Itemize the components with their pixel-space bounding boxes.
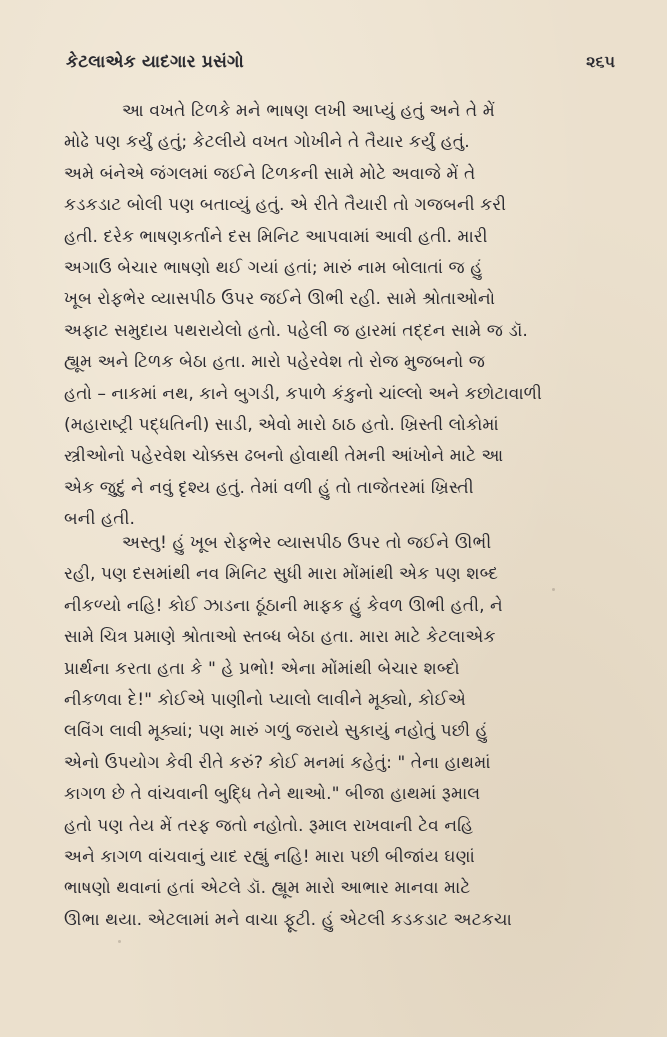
running-header — [66, 52, 615, 80]
text-line: પ્રાર્થના કરતા હતા કે " હે પ્રભો! એના મોંમાંથી બેચાર શબ્દો — [64, 658, 460, 679]
text-line: રહી, પણ દસમાંથી નવ મિનિટ સુધી મારા મોંમાંથી એક પણ શબ્દ — [64, 564, 499, 585]
text-line: અને કાગળ વાંચવાનું યાદ રહ્યું નહિ! મારા પછી બીજાંય ઘણાં — [64, 847, 475, 868]
paper-speck — [118, 940, 121, 943]
page-number: ૨૬૫ — [586, 52, 615, 71]
text-line: આ વખતે ટિળકે મને ભાષણ લખી આપ્યું હતું અને તે મેં — [122, 101, 495, 121]
text-line: અમે બંનેએ જંગલમાં જઈને ટિળકની સામે મોટે અવાજે મેં તે — [64, 163, 476, 184]
text-line: કડકડાટ બોલી પણ બતાવ્યું હતું. એ રીતે તૈયારી તો ગજબની કરી — [64, 195, 507, 216]
paragraph-1 — [64, 96, 612, 536]
text-line: હ્યૂમ અને ટિળક બેઠા હતા. મારો પહેરવેશ તો રોજ મુજબનો જ — [64, 352, 486, 373]
text-line: હતી. દરેક ભાષણકર્તાને દસ મિનિટ આપવામાં આવી હતી. મારી — [64, 226, 488, 247]
text-line: કાગળ છે તે વાંચવાની બુદ્ધિ તેને થાઓ." બીજા હાથમાં રૂમાલ — [64, 784, 481, 805]
text-line: ભાષણો થવાનાં હતાં એટલે ડૉ. હ્યૂમ મારો આભાર માનવા માટે — [64, 878, 471, 899]
text-line: હતો – નાકમાં નથ, કાને બુગડી, કપાળે કંકુનો ચાંલ્લો અને કછોટાવાળી — [64, 383, 542, 404]
text-line: લવિંગ લાવી મૂક્યાં; પણ મારું ગળું જરાયે સુકાયું નહોતું પછી હું — [64, 721, 488, 742]
text-line: હતો પણ તેય મેં તરફ જતો નહોતો. રૂમાલ રાખવાની ટેવ નહિ — [64, 815, 474, 836]
text-line: અફાટ સમુદાય પથરાયેલો હતો. પહેલી જ હારમાં તદ્દન સામે જ ડૉ. — [64, 320, 528, 341]
running-title: કેટલાએક યાદગાર પ્રસંગો — [66, 52, 244, 72]
text-line: મોઢે પણ કર્યું હતું; કેટલીયે વખત ગોખીને તે તૈયાર કર્યું હતું. — [64, 132, 470, 153]
text-line: બની હતી. — [64, 509, 135, 530]
text-line: ઊભા થયા. એટલામાં મને વાચા ફૂટી. હું એટલી કડકડાટ અટકચા — [64, 909, 512, 930]
text-line: નીકળવા દે!" કોઈએ પાણીનો પ્યાલો લાવીને મૂક્યો, કોઈએ — [64, 690, 466, 711]
text-line: (મહારાષ્ટ્રી પદ્ધતિની) સાડી, એવો મારો ઠાઠ હતો. ખ્રિસ્તી લોકોમાં — [64, 415, 499, 436]
text-line: અગાઉ બેચાર ભાષણો થઈ ગયાં હતાં; મારું નામ બોલાતાં જ હું — [64, 258, 483, 279]
text-line: નીકળ્યો નહિ! કોઈ ઝાડના ઠૂંઠાની માફક હું કેવળ ઊભી હતી, ને — [64, 595, 503, 616]
paragraph-2 — [64, 528, 612, 936]
text-line: સામે ચિત્ર પ્રમાણે શ્રોતાઓ સ્તબ્ધ બેઠા હતા. મારા માટે કેટલાએક — [64, 627, 496, 648]
text-line: એક જુદું ને નવું દૃશ્ય હતું. તેમાં વળી હું તો તાજેતરમાં ખ્રિસ્તી — [64, 477, 474, 498]
text-line: સ્ત્રીઓનો પહેરવેશ ચોક્કસ ઢબનો હોવાથી તેમની આંખોને માટે આ — [64, 446, 504, 467]
text-line: એનો ઉપયોગ કેવી રીતે કરું? કોઈ મનમાં કહેતું: " તેના હાથમાં — [64, 752, 491, 773]
paper-speck — [552, 588, 555, 591]
text-line: ખૂબ રોફભેર વ્યાસપીઠ ઉપર જઈને ઊભી રહી. સામે શ્રોતાઓનો — [64, 289, 496, 310]
text-line: અસ્તુ! હું ખૂબ રોફભેર વ્યાસપીઠ ઉપર તો જઈને ઊભી — [122, 533, 492, 553]
